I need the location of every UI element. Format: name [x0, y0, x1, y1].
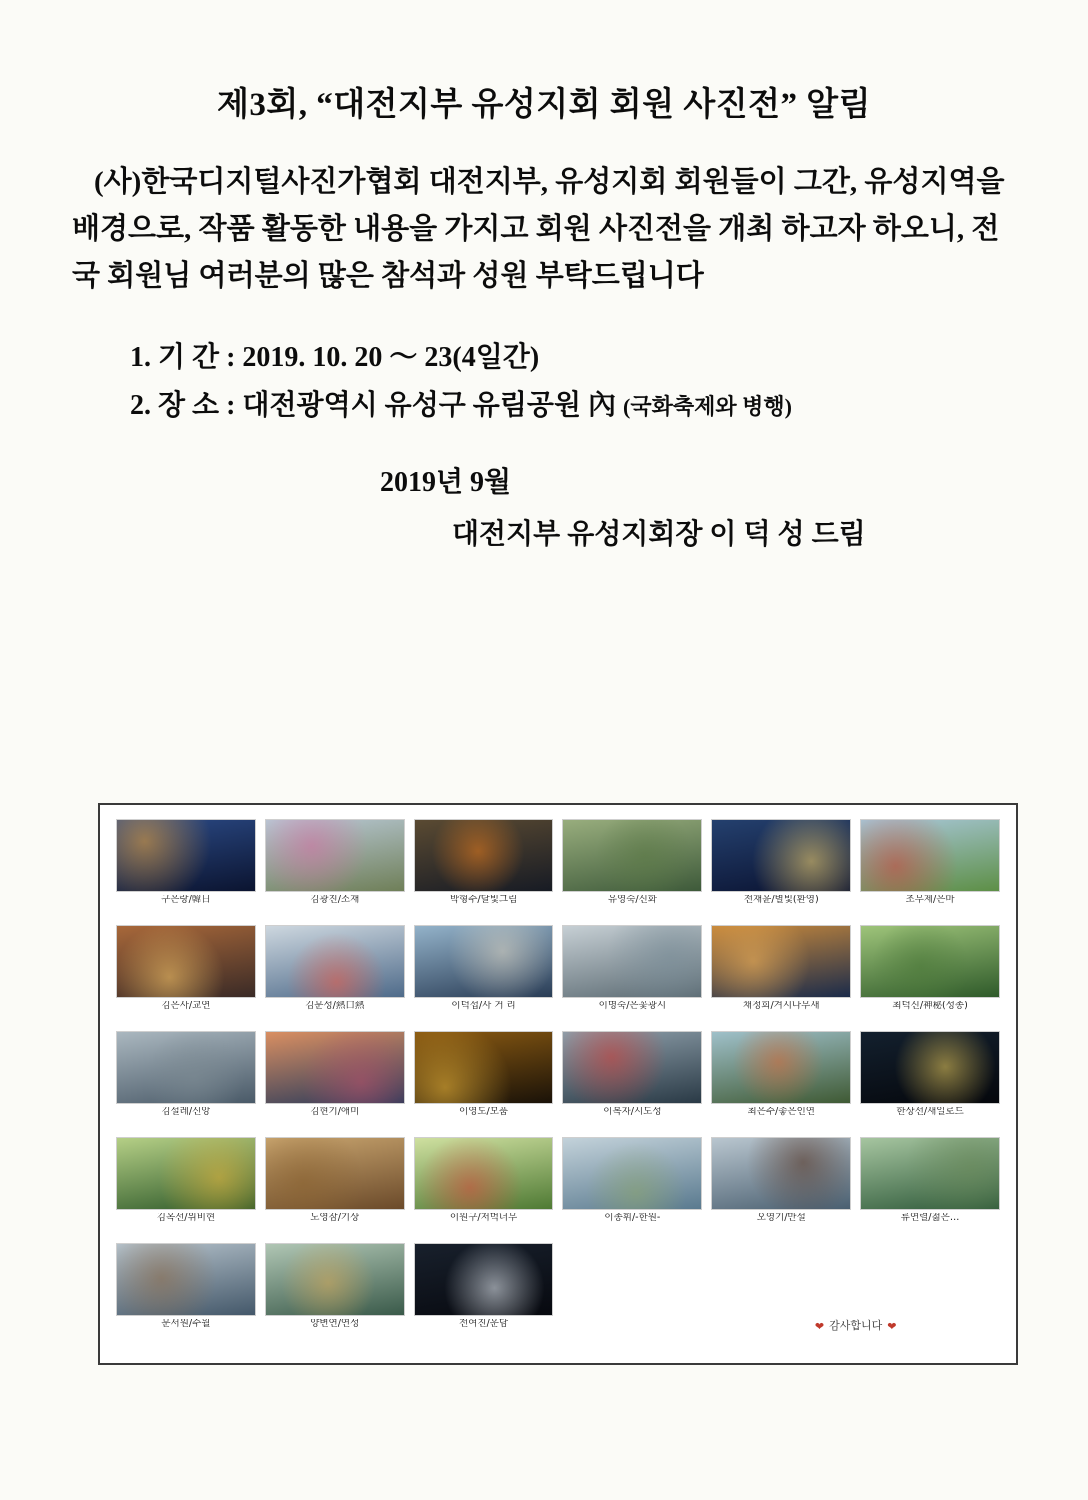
- photo-cell: [711, 819, 851, 923]
- photo-thumbnail: [116, 925, 256, 998]
- photo-cell: [562, 925, 702, 1029]
- signature-name: 대전지부 유성지회장 이 덕 성 드림: [452, 518, 866, 550]
- item-number: 2.: [130, 389, 151, 421]
- photo-cell: [116, 1031, 256, 1135]
- photo-caption: 양변연/연성: [310, 1319, 360, 1329]
- photo-cell: [711, 1137, 851, 1241]
- photo-thumbnail: [116, 1243, 256, 1316]
- photo-caption: 김현기/애미: [310, 1107, 360, 1117]
- thanks-text: 감사합니다: [829, 1319, 883, 1332]
- photo-caption: 김문성/熱口熱: [305, 1001, 365, 1011]
- photo-caption: 이영도/모품: [459, 1107, 509, 1117]
- photo-overlay: [712, 1138, 850, 1209]
- photo-thumbnail: [265, 925, 405, 998]
- photo-thumbnail: [711, 819, 851, 892]
- photo-overlay: [266, 1244, 404, 1315]
- photo-thumbnail: [265, 1031, 405, 1104]
- body-paragraph: (사)한국디지털사진가협회 대전지부, 유성지회 회원들이 그간, 유성지역을 배경으로, 작품 활동한 내용을 가지고 회원 사진전을 개최 하고자 하오니, 전국 회원님 여러분의 많은 참석과 성원 부탁드립니다: [72, 166, 1005, 292]
- photo-caption: 이복자/시도성: [603, 1107, 662, 1117]
- photo-cell: [414, 1137, 554, 1241]
- photo-caption: 전여진/운담: [459, 1319, 509, 1329]
- photo-thumbnail: [860, 925, 1000, 998]
- photo-thumbnail: [116, 819, 256, 892]
- photo-overlay: [415, 1244, 553, 1315]
- photo-thumbnail: [860, 1031, 1000, 1104]
- photo-caption: 유영숙/신화: [607, 895, 657, 905]
- photo-cell: [116, 925, 256, 1029]
- photo-thumbnail: [562, 1137, 702, 1210]
- photo-thumbnail: [116, 1137, 256, 1210]
- photo-overlay: [415, 926, 553, 997]
- photo-overlay: [415, 1138, 553, 1209]
- photo-caption: 김옥선/위비현: [156, 1213, 216, 1223]
- photo-overlay: [117, 820, 255, 891]
- item-value: 대전광역시 유성구 유림공원 內: [242, 389, 616, 421]
- photo-thumbnail: [711, 1137, 851, 1210]
- photo-cell: [414, 925, 554, 1029]
- photo-cell: [414, 819, 554, 923]
- photo-overlay: [117, 1138, 255, 1209]
- photo-caption: 문서원/수월: [161, 1319, 211, 1329]
- photo-caption: 최덕신/神秘(성종): [892, 1001, 968, 1011]
- signature-date: 2019년 9월: [380, 467, 512, 499]
- photo-thumbnail: [860, 1137, 1000, 1210]
- item-label: 기 간 :: [158, 341, 236, 373]
- photo-cell: [562, 1137, 702, 1241]
- photo-grid: [116, 819, 1000, 1347]
- photo-collage: [98, 803, 1018, 1365]
- photo-thumbnail: [265, 1137, 405, 1210]
- photo-overlay: [266, 820, 404, 891]
- photo-cell: [860, 925, 1000, 1029]
- photo-cell: [116, 1243, 256, 1347]
- list-item: [130, 334, 1088, 382]
- photo-caption: 이명숙/은꽃광시: [598, 1001, 667, 1011]
- photo-thumbnail: [265, 819, 405, 892]
- photo-thumbnail: [860, 819, 1000, 892]
- photo-thumbnail: [711, 1031, 851, 1104]
- photo-thumbnail: [265, 1243, 405, 1316]
- photo-caption: 박형수/달빛그림: [449, 895, 518, 905]
- photo-caption: 류연렬/젊은…: [900, 1213, 960, 1223]
- heart-icon: ❤: [814, 1320, 825, 1333]
- photo-overlay: [563, 820, 701, 891]
- photo-overlay: [415, 820, 553, 891]
- photo-caption: 전재윤/별빛(환영): [743, 895, 819, 905]
- announcement-body: [72, 159, 1016, 300]
- photo-caption: 구은랑/韓日: [161, 895, 211, 905]
- photo-cell: [860, 819, 1000, 923]
- photo-cell: [265, 1137, 405, 1241]
- signature-block: [0, 457, 1088, 561]
- photo-overlay: [266, 926, 404, 997]
- photo-caption: 노영잠/기상: [310, 1213, 360, 1223]
- photo-cell: [711, 1031, 851, 1135]
- photo-caption: 채정희/겨시나무새: [742, 1001, 820, 1011]
- photo-overlay: [861, 1138, 999, 1209]
- heart-icon: ❤: [887, 1320, 897, 1333]
- photo-overlay: [861, 926, 999, 997]
- photo-caption: 이종휘/-한원-: [604, 1213, 661, 1223]
- photo-overlay: [117, 1032, 255, 1103]
- photo-cell: [414, 1243, 554, 1347]
- photo-overlay: [861, 820, 999, 891]
- photo-cell: [860, 1031, 1000, 1135]
- photo-cell: [265, 1031, 405, 1135]
- photo-overlay: [712, 1032, 850, 1103]
- photo-overlay: [117, 926, 255, 997]
- photo-caption: 김은사/교연: [161, 1001, 211, 1011]
- photo-caption: 한상선/새일로드: [896, 1107, 964, 1117]
- photo-thumbnail: [711, 925, 851, 998]
- photo-cell: [860, 1137, 1000, 1241]
- photo-cell: [562, 819, 702, 923]
- photo-cell: [116, 1137, 256, 1241]
- photo-cell: [116, 819, 256, 923]
- photo-overlay: [563, 926, 701, 997]
- page-title: 제3회, “대전지부 유성지회 회원 사진전” 알림: [217, 87, 871, 123]
- thanks-note: [711, 1243, 1000, 1347]
- item-number: 1.: [130, 341, 151, 373]
- photo-caption: 이덕섭/사 거 리: [451, 1001, 516, 1011]
- photo-caption: 조무제/은마: [905, 895, 955, 905]
- photo-thumbnail: [116, 1031, 256, 1104]
- photo-thumbnail: [562, 819, 702, 892]
- photo-thumbnail: [414, 1137, 554, 1210]
- photo-overlay: [415, 1032, 553, 1103]
- item-label: 장 소 :: [158, 389, 236, 421]
- photo-overlay: [266, 1138, 404, 1209]
- photo-overlay: [712, 820, 850, 891]
- photo-caption: 김광진/소재: [310, 895, 360, 905]
- list-item: [130, 382, 1088, 430]
- photo-thumbnail: [414, 925, 554, 998]
- photo-thumbnail: [562, 1031, 702, 1104]
- photo-caption: 오영기/만설: [756, 1213, 806, 1223]
- photo-thumbnail: [414, 1243, 554, 1316]
- photo-cell: [414, 1031, 554, 1135]
- photo-cell: [265, 819, 405, 923]
- photo-caption: 이원구/저먹너무: [449, 1213, 518, 1223]
- item-note: (국화축제와 병행): [623, 393, 792, 419]
- photo-caption: 김설레/신앙: [161, 1107, 211, 1117]
- photo-overlay: [563, 1138, 701, 1209]
- photo-cell: [711, 925, 851, 1029]
- photo-cell: [265, 925, 405, 1029]
- photo-thumbnail: [414, 819, 554, 892]
- item-value: 2019. 10. 20 ～ 23(4일간): [242, 341, 540, 373]
- photo-thumbnail: [562, 925, 702, 998]
- details-list: [0, 334, 1088, 429]
- photo-cell: [562, 1031, 702, 1135]
- photo-overlay: [861, 1032, 999, 1103]
- photo-overlay: [563, 1032, 701, 1103]
- photo-thumbnail: [414, 1031, 554, 1104]
- photo-overlay: [117, 1244, 255, 1315]
- photo-caption: 최은수/좋은인연: [747, 1107, 815, 1117]
- photo-overlay: [712, 926, 850, 997]
- photo-cell: [265, 1243, 405, 1347]
- photo-overlay: [266, 1032, 404, 1103]
